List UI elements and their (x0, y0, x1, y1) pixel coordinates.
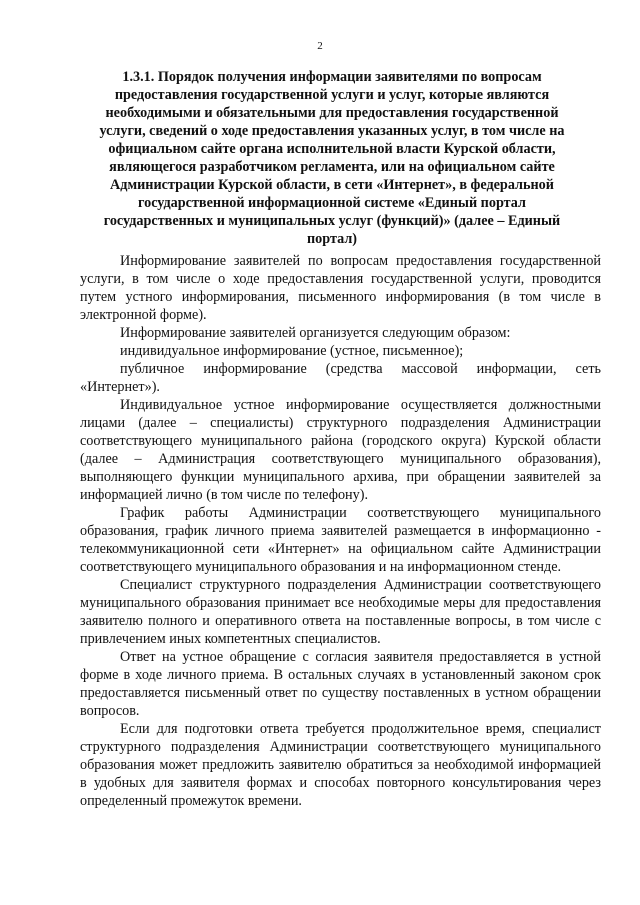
page-number: 2 (317, 40, 323, 52)
section-heading: 1.3.1. Порядок получения информации заявителями по вопросам предоставления государственной услуги и услуг, которые являются необходимыми и обязательными для предоставления государственной услуги, сведений о ходе предоставления указанных услуг, в том числе на официальном сайте органа исполнительной власти Курской области, являющегося разработчиком регламента, или на официальном сайте Администрации Курской области, в сети «Интернет», в федеральной государственной информационной системе «Единый портал государственных и муниципальных услуг (функций)» (далее – Единый портал) (99, 69, 565, 247)
paragraph-oral-informing: Индивидуальное устное информирование осуществляется должностными лицами (далее – специалисты) структурного подразделения Администрации соответствующего муниципального района (городского округа) Курской области (далее – Администрация соответствующего муниципального образования), выполняющего функции муниципального архива, при обращении заявителей за информацией лично (в том числе по телефону). (80, 397, 601, 503)
paragraph-oral-response: Ответ на устное обращение с согласия заявителя предоставляется в устной форме в ходе личного приема. В остальных случаях в установленный законом срок предоставляется письменный ответ по существу поставленных в устном обращении вопросов. (80, 649, 601, 719)
paragraph-informing-methods: Информирование заявителей по вопросам предоставления государственной услуги, в том числе о ходе предоставления государственной услуги, проводится путем устного информирования, письменного информирования (в том числе в электронной форме). (80, 253, 601, 323)
paragraph-public-informing: публичное информирование (средства массовой информации, сеть «Интернет»). (80, 361, 601, 395)
document-body (80, 252, 601, 810)
paragraph-specialist-measures: Специалист структурного подразделения Администрации соответствующего муниципального образования принимает все необходимые меры для предоставления заявителю полного и оперативного ответа на поставленные вопросы, в том числе с привлечением иных компетентных специалистов. (80, 577, 601, 647)
paragraph-organization-intro: Информирование заявителей организуется следующим образом: (120, 325, 511, 341)
paragraph-work-schedule: График работы Администрации соответствующего муниципального образования, график личного приема заявителей размещается в информационно - телекоммуникационной сети «Интернет» на официальном сайте Администрации соответствующего муниципального образования и на информационном стенде. (80, 505, 601, 575)
paragraph-individual-informing: индивидуальное информирование (устное, письменное); (120, 343, 464, 359)
paragraph-long-preparation: Если для подготовки ответа требуется продолжительное время, специалист структурного подразделения Администрации соответствующего муниципального образования может предложить заявителю обратиться за необходимой информацией в удобных для заявителя формах и способах повторного консультирования через определенный промежуток времени. (80, 721, 601, 809)
